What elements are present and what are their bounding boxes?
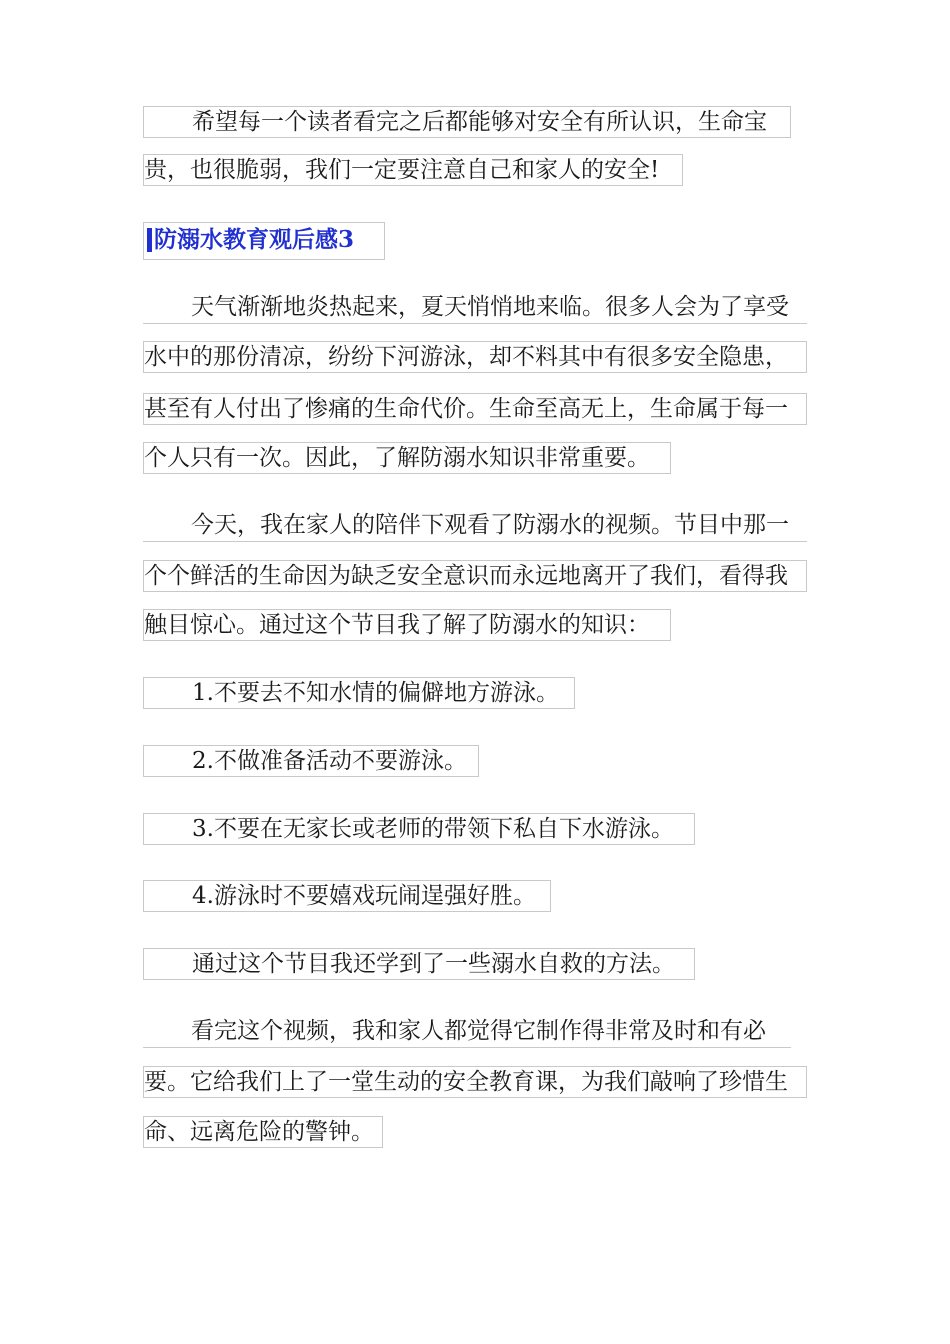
paragraph-4-line-1: 看完这个视频，我和家人都觉得它制作得非常及时和有必 (143, 1016, 791, 1048)
section-heading-text: 防溺水教育观后感3 (154, 226, 355, 253)
paragraph-1-line-1: 天气渐渐地炎热起来，夏天悄悄地来临。很多人会为了享受 (143, 292, 807, 324)
paragraph-2-line-3: 触目惊心。通过这个节目我了解了防溺水的知识： (143, 609, 671, 641)
heading-marker-icon (147, 228, 152, 252)
rule-item-1: 1.不要去不知水情的偏僻地方游泳。 (143, 677, 575, 709)
paragraph-4-line-2: 要。它给我们上了一堂生动的安全教育课，为我们敲响了珍惜生 (143, 1066, 807, 1098)
paragraph-3: 通过这个节目我还学到了一些溺水自救的方法。 (143, 948, 695, 980)
intro-line-1: 希望每一个读者看完之后都能够对安全有所认识，生命宝 (143, 106, 791, 138)
paragraph-4-line-3: 命、远离危险的警钟。 (143, 1116, 383, 1148)
rule-item-3: 3.不要在无家长或老师的带领下私自下水游泳。 (143, 813, 695, 845)
rule-item-2: 2.不做准备活动不要游泳。 (143, 745, 479, 777)
paragraph-2-line-1: 今天，我在家人的陪伴下观看了防溺水的视频。节目中那一 (143, 510, 807, 542)
paragraph-1-line-4: 个人只有一次。因此，了解防溺水知识非常重要。 (143, 442, 671, 474)
paragraph-2-line-2: 个个鲜活的生命因为缺乏安全意识而永远地离开了我们，看得我 (143, 560, 807, 592)
rule-item-4: 4.游泳时不要嬉戏玩闹逞强好胜。 (143, 880, 551, 912)
paragraph-1-line-2: 水中的那份清凉，纷纷下河游泳，却不料其中有很多安全隐患， (143, 341, 807, 373)
paragraph-1-line-3: 甚至有人付出了惨痛的生命代价。生命至高无上，生命属于每一 (143, 393, 807, 425)
section-heading (143, 222, 385, 260)
intro-line-2: 贵，也很脆弱，我们一定要注意自己和家人的安全! (143, 154, 683, 186)
